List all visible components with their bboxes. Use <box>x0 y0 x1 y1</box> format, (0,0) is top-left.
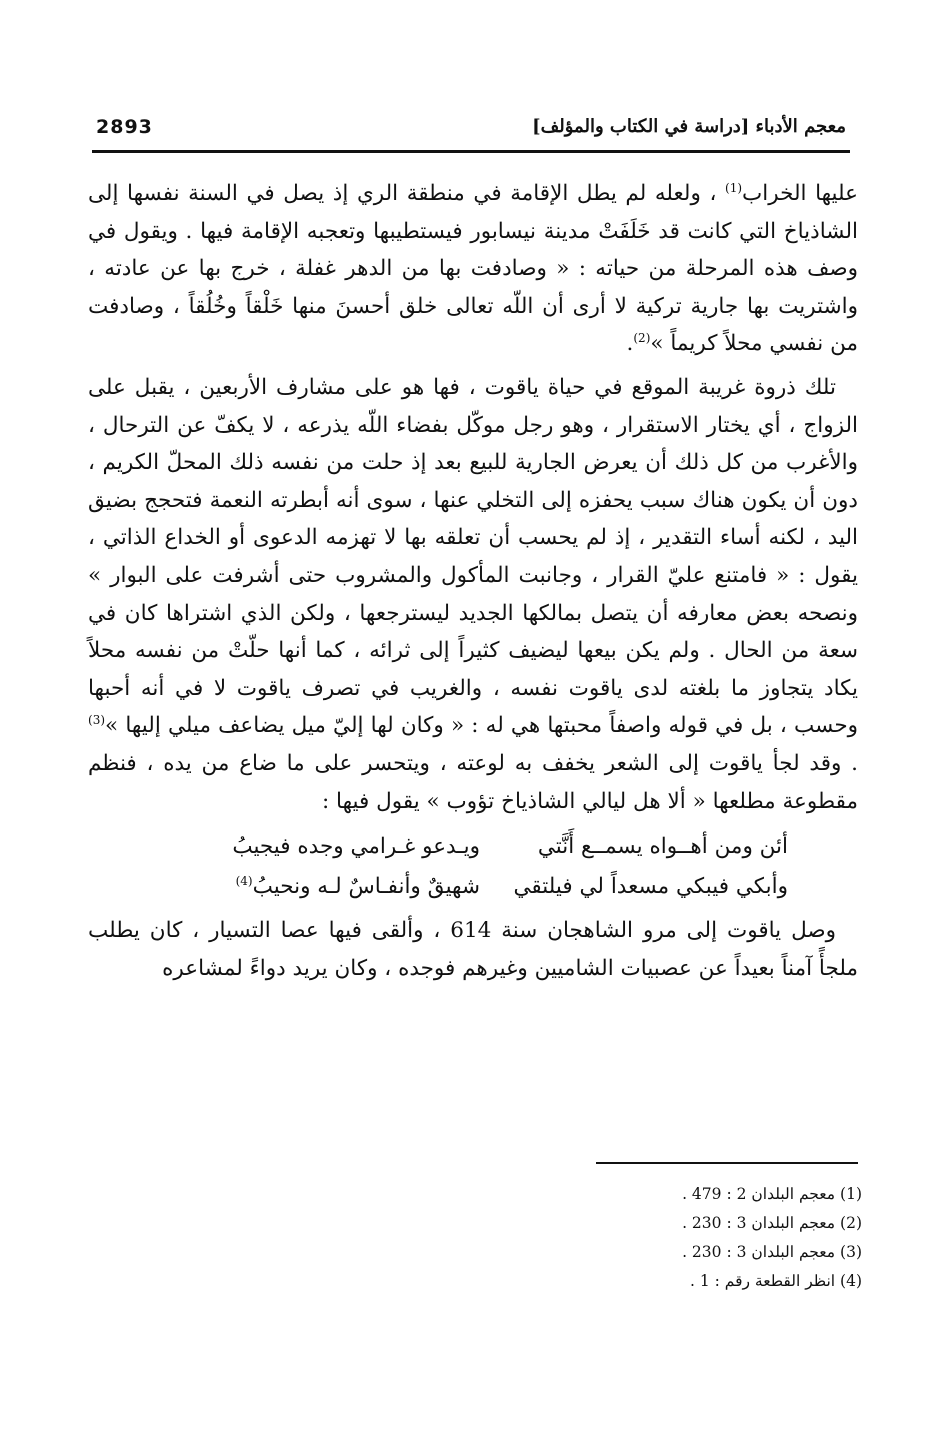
footnote-ref-2: (2) <box>633 331 651 346</box>
verse-2-first-hemistich: وأبكي فيبكي مسعداً لي فيلتقي <box>513 874 788 900</box>
footnote: (4) انظر القطعة رقم : 1 . <box>689 1272 862 1290</box>
running-title: معجم الأدباء [دراسة في الكتاب والمؤلف] <box>532 116 846 137</box>
footnote: (1) معجم البلدان 2 : 479 . <box>682 1185 862 1203</box>
footnote-ref-4: (4) <box>235 873 253 888</box>
paragraph-2-text: تلك ذروة غريبة الموقع في حياة ياقوت ، فها هو على مشارف الأربعين ، يقبل على الزواج ، أي يختار الاستقرار ، وهو رجل موكّل بفضاء اللّه يذرعه ، لا يكفّ عن الترحال ، والأغرب من كل ذلك أن يعرض الجارية للبيع بعد إذ حلت من نفسه ذلك المحلّ الكريم ، دون أن يكون هناك سبب يحفزه إلى التخلي عنها ، سوى أنه أبطرته النعمة فتحجج بضيق اليد ، لكنه أساء التقدير ، إذ لم يحسب أن تعلقه بها لا تهزمه الدعوى أو الخداع الذاتي ، يقول : « فامتنع عليّ القرار ، وجانبت المأكول والمشروب حتى أشرفت على البوار » ونصحه بعض معارفه أن يتصل بمالكها الجديد ليسترجعها ، ولكن الذي اشتراها كان في سعة من الحال . ولم يكن بيعها ليضيف كثيراً إلى ثرائه ، كما أنها حلّتْ من نفسه محلاً يكاد يتجاوز ما بلغته لدى ياقوت نفسه ، والغريب في تصرف ياقوت لا في أنه أحبها وحسب ، بل في قوله واصفاً محبتها هي له : « وكان لها إليّ ميل يضاعف ميلي إليها » <box>88 374 858 739</box>
footnote-rule <box>596 1162 858 1164</box>
footnotes <box>560 1180 862 1296</box>
poem-verse <box>88 828 858 868</box>
verse-2-second-hemistich <box>160 868 518 908</box>
main-text <box>88 175 858 987</box>
paragraph-2 <box>88 369 858 820</box>
paragraph-1-text: ، ولعله لم يطل الإقامة في منطقة الري إذ يصل في السنة نفسها إلى الشاذياخ التي كانت قد خَلَفَتْ مدينة نيسابور فيستطيبها وتعجبه الإقامة فيها . ويقول في وصف هذه المرحلة من حياته : « وصادفت بها من الدهر غفلة ، خرج بها عن عادته ، واشتريت بها جارية تركية لا أرى أن اللّه تعالى خلق أحسنَ منها خَلْقاً وخُلُقاً ، وصادفت من نفسي محلاً كريماً » <box>88 181 858 357</box>
footnote-ref-3: (3) <box>88 713 106 728</box>
poem-verse <box>88 868 858 908</box>
paragraph-1-end: . <box>626 331 634 357</box>
footnote: (2) معجم البلدان 3 : 230 . <box>682 1214 862 1232</box>
paragraph-3: وصل ياقوت إلى مرو الشاهجان سنة 614 ، وألقى فيها عصا التسيار ، كان يطلب ملجأً آمناً بعيداً عن عصبيات الشاميين وغيرهم فوجده ، وكان يريد دواءً لمشاعره <box>88 918 858 981</box>
verse-1-first-hemistich: أئن ومن أهــواه يسمــع أَنَّتي <box>537 834 788 860</box>
poem <box>88 828 858 908</box>
verse-2-second-hemistich-text: شهيقٌ وأنفـاسٌ لـه ونحيبُ <box>252 874 480 900</box>
footnote: (3) معجم البلدان 3 : 230 . <box>682 1243 862 1261</box>
footnote-ref-1: (1) <box>725 180 743 195</box>
verse-1-second-hemistich: ويـدعو غـرامي وجده فيجيبُ <box>232 834 480 860</box>
paragraph-2-end: . وقد لجأ ياقوت إلى الشعر يخفف به لوعته ، ويتحسر على ما ضاع من يده ، فنظم مقطوعة مطلعها « ألا هل ليالي الشاذياخ تؤوب » يقول فيها : <box>88 750 858 814</box>
page-header <box>96 112 846 144</box>
paragraph-1 <box>88 175 858 363</box>
paragraph-1-start: عليها الخراب <box>742 181 858 206</box>
header-rule <box>92 150 850 153</box>
page-number: 2893 <box>96 116 153 138</box>
